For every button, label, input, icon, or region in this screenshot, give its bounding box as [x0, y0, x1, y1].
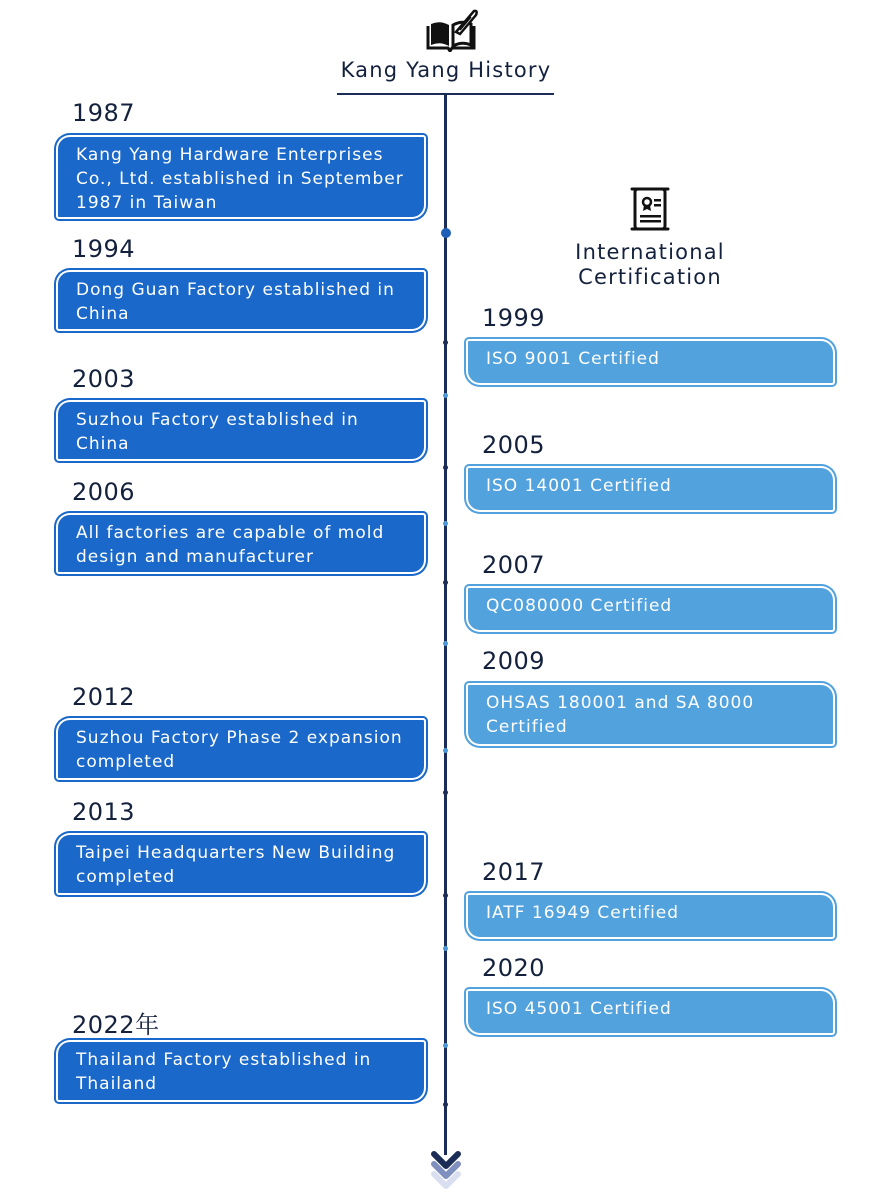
history-box: Dong Guan Factory established in China: [56, 270, 426, 331]
certificate-icon: [630, 186, 670, 232]
chevron-down-icon: [428, 1146, 464, 1194]
timeline-dot: [443, 1043, 448, 1048]
timeline-dot: [443, 465, 448, 470]
history-box: Thailand Factory established in Thailand: [56, 1040, 426, 1102]
history-title: Kang Yang History: [340, 58, 552, 82]
history-box: All factories are capable of mold design and manufacturer: [56, 513, 426, 574]
cert-year: 2017: [482, 858, 546, 886]
history-year: 2012: [72, 683, 136, 711]
history-box: Taipei Headquarters New Building completed: [56, 833, 426, 895]
history-box: Suzhou Factory Phase 2 expansion completed: [56, 718, 426, 780]
cert-box: QC080000 Certified: [466, 586, 835, 632]
book-quill-icon: [424, 8, 478, 52]
cert-box: ISO 9001 Certified: [466, 339, 835, 385]
history-year: 2013: [72, 798, 136, 826]
cert-year: 1999: [482, 304, 546, 332]
history-year: 2006: [72, 478, 136, 506]
cert-box: ISO 14001 Certified: [466, 466, 835, 512]
history-year: 2003: [72, 365, 136, 393]
timeline-dot: [443, 893, 448, 898]
timeline-dot: [443, 521, 448, 526]
timeline-dot: [441, 228, 451, 238]
cert-box: OHSAS 180001 and SA 8000 Certified: [466, 683, 835, 746]
cert-year: 2009: [482, 647, 546, 675]
cert-year: 2007: [482, 551, 546, 579]
timeline-dot: [443, 641, 448, 646]
history-year: 1987: [72, 99, 136, 127]
timeline-dot: [443, 748, 448, 753]
timeline-dot: [443, 946, 448, 951]
timeline-dot: [443, 790, 448, 795]
history-box: Suzhou Factory established in China: [56, 400, 426, 461]
cert-box: ISO 45001 Certified: [466, 989, 835, 1035]
cert-year: 2005: [482, 431, 546, 459]
timeline-dot: [443, 340, 448, 345]
timeline-line: [444, 95, 447, 1155]
history-year: 1994: [72, 235, 136, 263]
timeline-dot: [443, 393, 448, 398]
certification-title: International Certification: [575, 240, 725, 289]
cert-year: 2020: [482, 954, 546, 982]
cert-box: IATF 16949 Certified: [466, 893, 835, 939]
timeline-dot: [443, 1102, 448, 1107]
history-year: 2022年: [72, 1011, 160, 1039]
timeline-dot: [443, 580, 448, 585]
history-box: Kang Yang Hardware Enterprises Co., Ltd. established in September 1987 in Taiwan: [56, 135, 426, 219]
